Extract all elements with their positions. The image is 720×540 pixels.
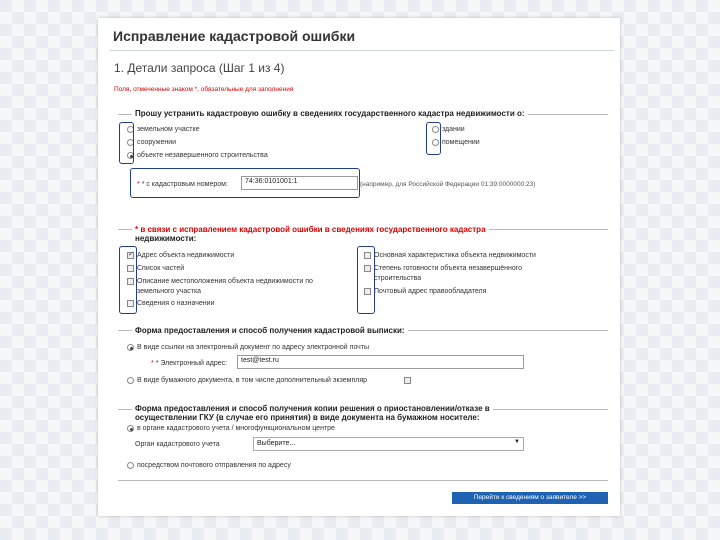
cadastral-hint: (например, для Российской Федерации 01:39:0000000:23) (360, 181, 536, 188)
title-divider (110, 50, 614, 51)
label-readiness: Степень готовности объекта незавершённого (374, 265, 523, 272)
label-purpose: Сведения о назначении (137, 300, 215, 307)
label-email-delivery: В виде ссылки на электронный документ по адресу электронной почты (137, 344, 370, 351)
radio-postal-delivery[interactable] (127, 462, 134, 469)
label-building: здании (442, 126, 465, 133)
section2-title-line2: недвижимости: (132, 234, 199, 243)
label-main-characteristic: Основная характеристика объекта недвижимости (374, 252, 536, 259)
label-location-cont: земельного участка (137, 288, 202, 295)
organ-select[interactable] (253, 437, 524, 451)
step-heading: 1. Детали запроса (Шаг 1 из 4) (114, 61, 285, 75)
highlight-radio-right (426, 122, 441, 155)
highlight-cadastral (130, 168, 360, 198)
cadastral-label: * * с кадастровым номером: (137, 181, 228, 188)
label-location: Описание местоположения объекта недвижимости по (137, 278, 313, 285)
cadastral-number-input[interactable]: 74:36:0101001:1 (241, 176, 358, 190)
label-parts-list: Список частей (137, 265, 185, 272)
chevron-down-icon: ▼ (514, 439, 520, 445)
page-title: Исправление кадастровой ошибки (113, 28, 356, 44)
radio-email-delivery[interactable] (127, 344, 134, 351)
radio-cadastral-office[interactable] (127, 425, 134, 432)
section4-bottom-border (118, 480, 608, 481)
label-cadastral-office: в органе кадастрового учета / многофункциональном центре (137, 425, 335, 432)
label-postal-address: Почтовый адрес правообладателя (374, 288, 487, 295)
radio-paper-delivery[interactable] (127, 377, 134, 384)
highlight-checkbox-right (357, 246, 375, 314)
label-paper-delivery: В виде бумажного документа, в том числе дополнительный экземпляр (137, 377, 368, 384)
label-land-plot: земельном участке (137, 126, 200, 133)
organ-label: Орган кадастрового учета (135, 441, 220, 448)
next-step-button[interactable]: Перейти к сведениям о заявителе >> (452, 492, 608, 504)
label-postal-delivery: посредством почтового отправления по адресу (137, 462, 291, 469)
label-readiness-cont: строительства (374, 275, 422, 282)
label-premises: помещении (442, 139, 480, 146)
email-input[interactable]: test@test.ru (237, 355, 524, 369)
checkbox-extra-copy[interactable] (404, 377, 411, 384)
section2-title-line1: * в связи с исправлением кадастровой ошибки в сведениях государственного кадастра (132, 225, 489, 234)
label-structure: сооружении (137, 139, 177, 146)
required-note: Поля, отмеченные знаком *, обязательные для заполнения (114, 86, 294, 93)
highlight-checkbox-left (119, 246, 137, 314)
label-unfinished-construction: объекте незавершенного строительства (137, 152, 268, 159)
highlight-radio-left (119, 122, 134, 164)
section3-title: Форма предоставления и способ получения кадастровой выписки: (132, 326, 408, 335)
section4-title-line2: осуществлении ГКУ (в случае его принятия) в виде документа на бумажном носителе: (132, 413, 482, 422)
email-label: * * Электронный адрес: (151, 360, 228, 367)
organ-select-value: Выберите... (257, 440, 296, 447)
section1-title: Прошу устранить кадастровую ошибку в сведениях государственного кадастра недвижимости о: (132, 109, 528, 118)
section4-title-line1: Форма предоставления и способ получения копии решения о приостановлении/отказе в (132, 404, 493, 413)
label-address: Адрес объекта недвижимости (137, 252, 235, 259)
